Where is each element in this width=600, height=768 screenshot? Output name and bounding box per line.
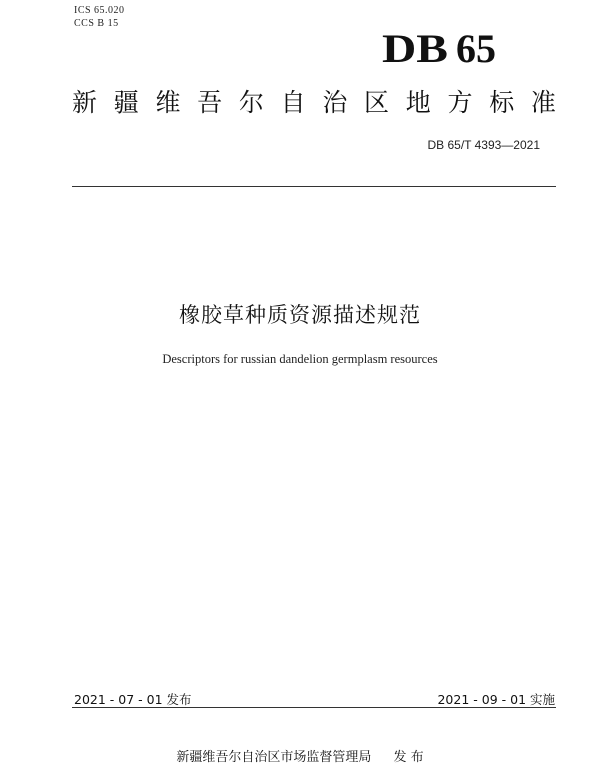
logo-letters: DB <box>382 26 448 68</box>
ics-code: ICS 65.020 <box>74 5 125 16</box>
document-title-english: Descriptors for russian dandelion germplasm resources <box>162 352 438 366</box>
footer-divider <box>72 707 556 708</box>
standard-type-char: 地 <box>405 88 431 117</box>
standard-type-heading <box>72 88 556 118</box>
standard-type-char: 新 <box>72 88 98 117</box>
standard-type-char: 区 <box>364 88 390 117</box>
document-number: DB 65/T 4393—2021 <box>427 138 540 152</box>
publisher-line <box>0 746 600 765</box>
standard-type-char: 维 <box>155 88 181 117</box>
standard-type-char: 方 <box>447 88 473 117</box>
standard-type-char: 治 <box>322 88 348 117</box>
standard-type-char: 标 <box>489 88 515 117</box>
publisher-organization: 新疆维吾尔自治区市场监督管理局 <box>176 750 372 765</box>
standard-type-char: 尔 <box>238 88 264 117</box>
ccs-code: CCS B 15 <box>74 18 119 29</box>
db65-logo <box>382 24 522 68</box>
standard-type-char: 吾 <box>197 88 223 117</box>
implementation-date: 2021 - 09 - 01 实施 <box>437 692 555 707</box>
standard-type-char: 疆 <box>113 88 139 117</box>
publish-action: 发 布 <box>393 750 424 765</box>
issue-date: 2021 - 07 - 01 发布 <box>74 692 192 707</box>
logo-number: 65 <box>456 26 496 68</box>
document-title-chinese: 橡胶草种质资源描述规范 <box>179 303 421 327</box>
standard-type-char: 自 <box>280 88 306 117</box>
classification-codes <box>74 4 125 30</box>
standard-type-char: 准 <box>530 88 556 117</box>
header-divider <box>72 186 556 187</box>
